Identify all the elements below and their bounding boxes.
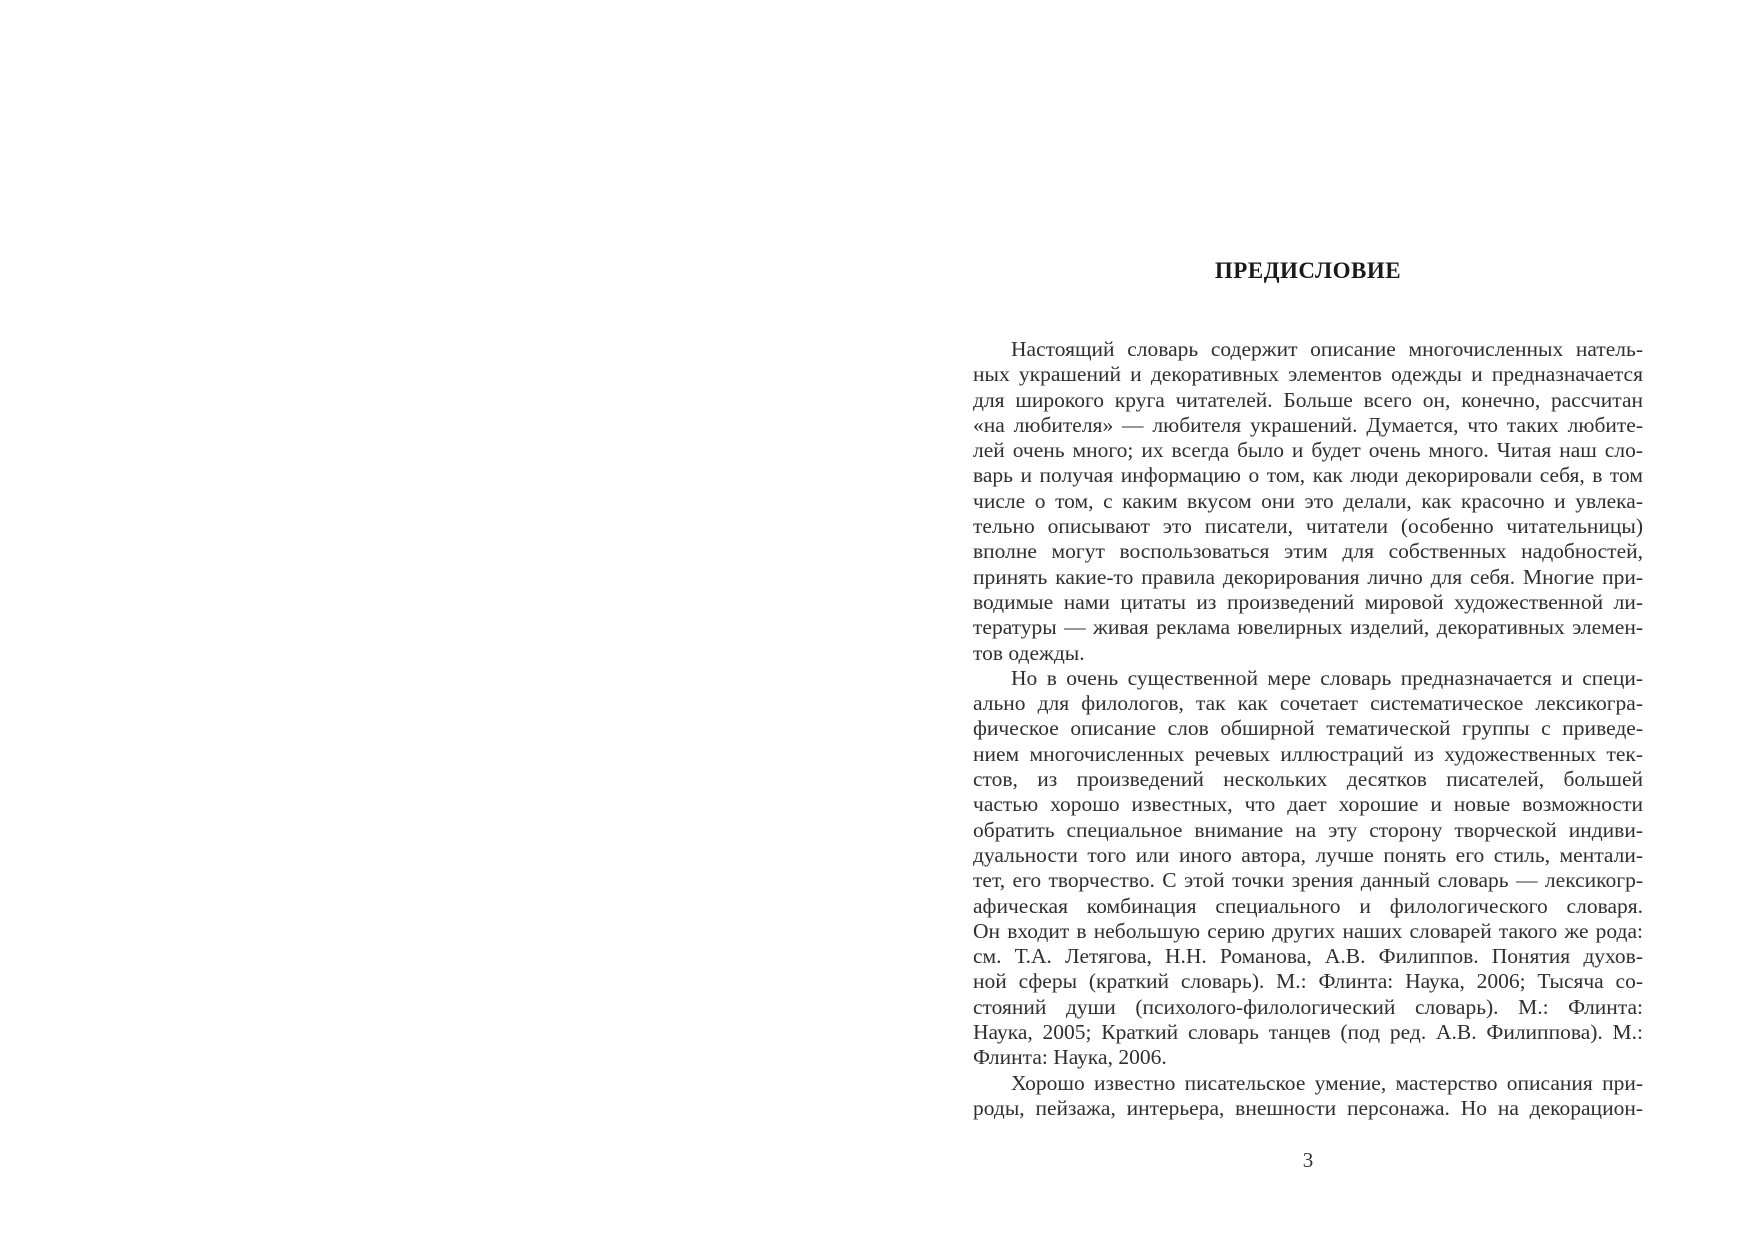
text-line: вполне могут воспользоваться этим для собственных надобностей, <box>973 539 1643 564</box>
text-line: роды, пейзажа, интерьера, внешности персонажа. Но на декорацион- <box>973 1095 1643 1120</box>
text-line: ально для филологов, так как сочетает систематическое лексикогра- <box>973 691 1643 716</box>
page-title: ПРЕДИСЛОВИЕ <box>1214 258 1402 283</box>
preface-body <box>973 337 1643 1121</box>
text-line: принять какие-то правила декорирования лично для себя. Многие при- <box>973 564 1643 589</box>
left-page-blank <box>0 0 877 1240</box>
text-line: обратить специальное внимание на эту сторону творческой индиви- <box>973 817 1643 842</box>
text-line: дуальности того или иного автора, лучше понять его стиль, ментали- <box>973 842 1643 867</box>
text-line: см. Т.А. Летягова, Н.Н. Романова, А.В. Филиппов. Понятия духов- <box>973 944 1643 969</box>
text-line: Он входит в небольшую серию других наших словарей такого же рода: <box>973 918 1643 943</box>
text-line: тов одежды. <box>973 640 1085 665</box>
text-line: варь и получая информацию о том, как люди декорировали себя, в том <box>973 463 1643 488</box>
text-line: тет, его творчество. С этой точки зрения данный словарь — лексикогр- <box>973 868 1643 893</box>
text-line: ной сферы (краткий словарь). М.: Флинта: Наука, 2006; Тысяча со- <box>973 969 1643 994</box>
page-number: 3 <box>1302 1148 1314 1172</box>
text-line: Хорошо известно писательское умение, мастерство описания при- <box>1011 1070 1643 1095</box>
paragraph-2 <box>973 666 1643 1071</box>
text-line: частью хорошо известных, что дает хорошие и новые возможности <box>973 792 1643 817</box>
text-line: фическое описание слов обширной тематической группы с приведе- <box>973 716 1643 741</box>
paragraph-3 <box>973 1071 1643 1122</box>
text-line: водимые нами цитаты из произведений мировой художественной ли- <box>973 589 1643 614</box>
text-line: стояний души (психолого-филологический словарь). М.: Флинта: <box>973 994 1643 1019</box>
text-line: Но в очень существенной мере словарь предназначается и специ- <box>1011 665 1643 690</box>
text-line: числе о том, с каким вкусом они это делали, как красочно и увлека- <box>973 488 1643 513</box>
text-line: стов, из произведений нескольких десятков писателей, большей <box>973 767 1643 792</box>
text-line: Настоящий словарь содержит описание многочисленных натель- <box>1011 337 1643 361</box>
text-line: Флинта: Наука, 2006. <box>973 1045 1167 1070</box>
paragraph-1 <box>973 337 1643 666</box>
text-line: тературы — живая реклама ювелирных изделий, декоративных элемен- <box>973 615 1643 640</box>
text-line: ных украшений и декоративных элементов одежды и предназначается <box>973 362 1643 387</box>
text-line: «на любителя» — любителя украшений. Думается, что таких любите- <box>973 412 1643 437</box>
text-line: лей очень много; их всегда было и будет очень много. Читая наш сло- <box>973 438 1643 463</box>
text-line: тельно описывают это писатели, читатели (особенно читательницы) <box>973 514 1643 539</box>
text-line: для широкого круга читателей. Больше всего он, конечно, рассчитан <box>973 387 1643 412</box>
text-line: нием многочисленных речевых иллюстраций из художественных тек- <box>973 741 1643 766</box>
text-line: Наука, 2005; Краткий словарь танцев (под ред. А.В. Филиппова). М.: <box>973 1020 1643 1045</box>
text-line: афическая комбинация специального и филологического словаря. <box>973 893 1643 918</box>
